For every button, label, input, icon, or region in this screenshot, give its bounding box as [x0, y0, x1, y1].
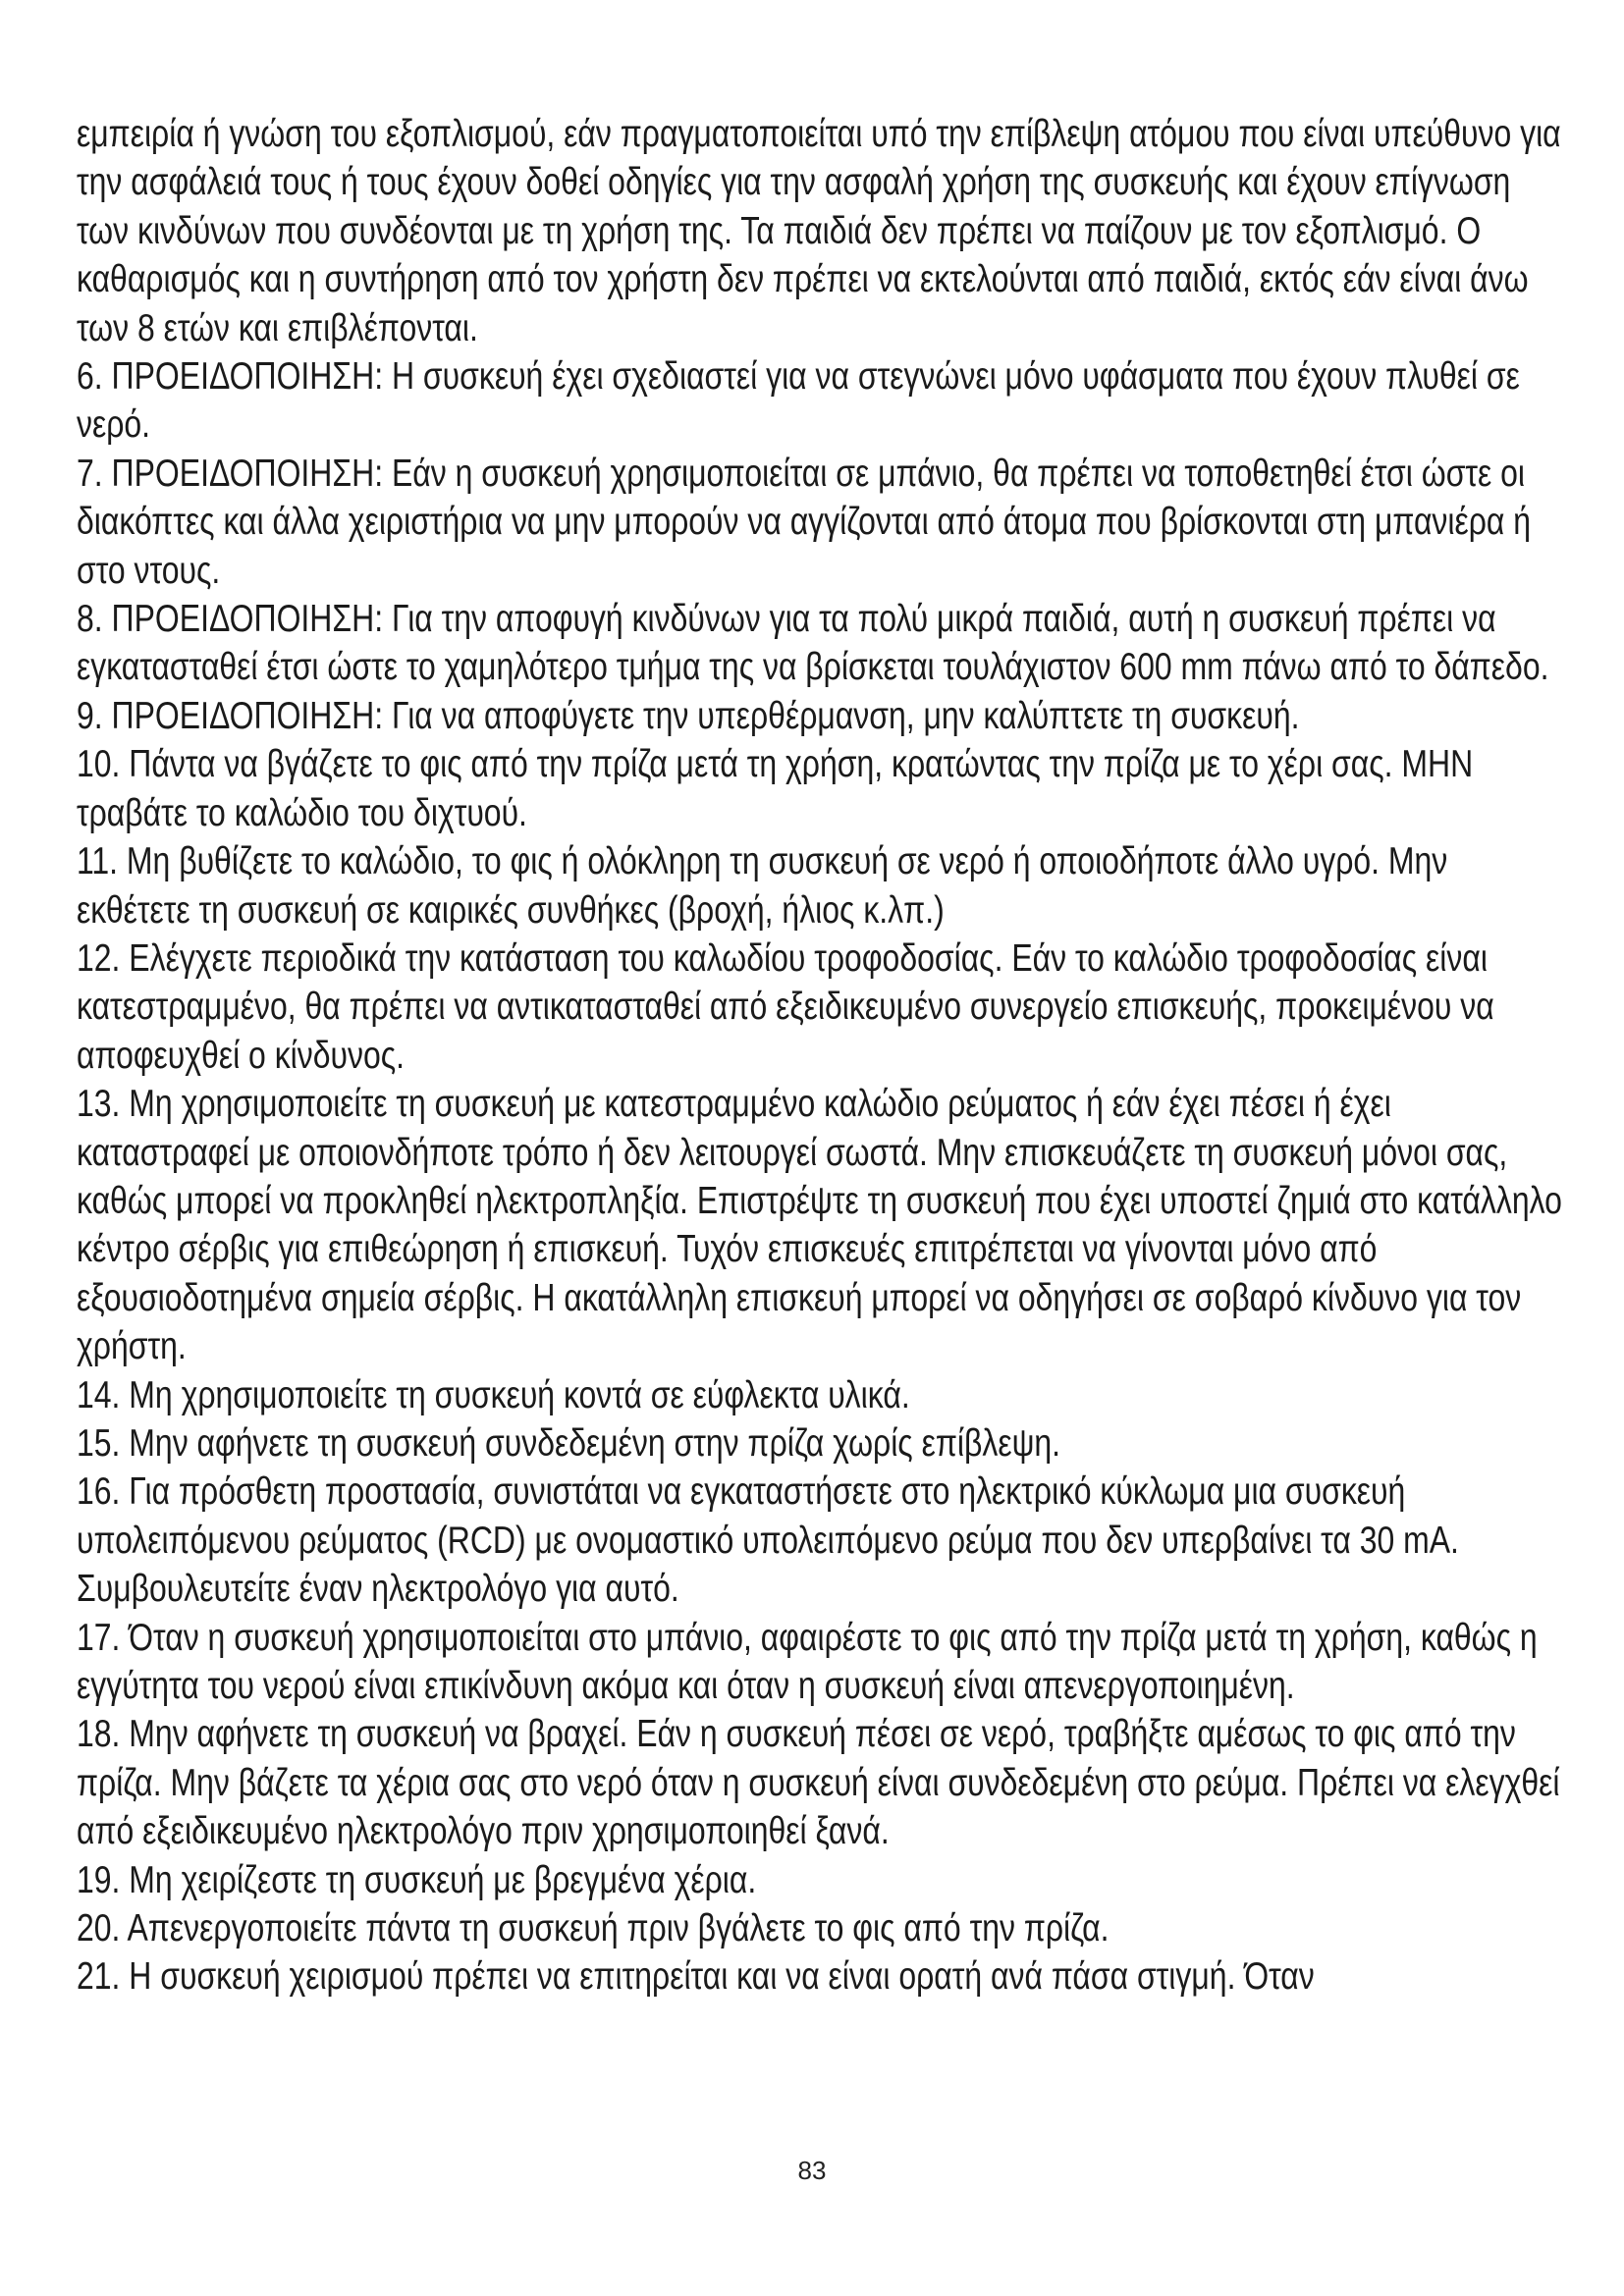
paragraph-item-20: 20. Απενεργοποιείτε πάντα τη συσκευή πριν βγάλετε το φις από την πρίζα. [77, 1907, 1110, 1950]
paragraph-item-21: 21. Η συσκευή χειρισμού πρέπει να επιτηρείται και να είναι ορατή ανά πάσα στιγμή. Όταν [77, 1955, 1315, 1999]
paragraph-item-9: 9. ΠΡΟΕΙΔΟΠΟΙΗΣΗ: Για να αποφύγετε την υπερθέρμανση, μην καλύπτετε τη συσκευή. [77, 694, 1300, 737]
paragraph-item-10: 10. Πάντα να βγάζετε το φις από την πρίζα μετά τη χρήση, κρατώντας την πρίζα με το χέρι σας. ΜΗΝ τραβάτε το καλώδιο του διχτυού. [77, 743, 1474, 834]
paragraph-item-18: 18. Μην αφήνετε τη συσκευή να βραχεί. Εάν η συσκευή πέσει σε νερό, τραβήξτε αμέσως το φις από την πρίζα. Μην βάζετε τα χέρια σας στο νερό όταν η συσκευή είναι συνδεδεμένη στο ρεύμα. Πρέπει να ελεγχθεί από εξειδικευμένο ηλεκτρολόγο πριν χρησιμοποιηθεί ξανά. [77, 1713, 1560, 1853]
page-number: 83 [797, 2156, 827, 2185]
paragraph-item-16: 16. Για πρόσθετη προστασία, συνιστάται να εγκαταστήσετε στο ηλεκτρικό κύκλωμα μια συσκευή υπολειπόμενου ρεύματος (RCD) με ονομαστικό υπολειπόμενο ρεύμα που δεν υπερβαίνει τα 30 mA. Συμβουλευτείτε έναν ηλεκτρολόγο για αυτό. [77, 1470, 1459, 1611]
paragraph-item-8: 8. ΠΡΟΕΙΔΟΠΟΙΗΣΗ: Για την αποφυγή κινδύνων για τα πολύ μικρά παιδιά, αυτή η συσκευή πρέπει να εγκατασταθεί έτσι ώστε το χαμηλότερο τμήμα της να βρίσκεται τουλάχιστον 600 mm πάνω από το δάπεδο. [77, 598, 1549, 689]
paragraph-item-17: 17. Όταν η συσκευή χρησιμοποιείται στο μπάνιο, αφαιρέστε το φις από την πρίζα μετά τη χρήση, καθώς η εγγύτητα του νερού είναι επικίνδυνη ακόμα και όταν η συσκευή είναι απενεργοποιημένη. [77, 1616, 1538, 1707]
paragraph-item-15: 15. Μην αφήνετε τη συσκευή συνδεδεμένη στην πρίζα χωρίς επίβλεψη. [77, 1421, 1061, 1465]
paragraph-continuation: εμπειρία ή γνώση του εξοπλισμού, εάν πραγματοποιείται υπό την επίβλεψη ατόμου που είναι υπεύθυνο για την ασφάλειά τους ή τους έχουν δοθεί οδηγίες για την ασφαλή χρήση της συσκευής και έχουν επίγνωση των κινδύνων που συνδέονται με τη χρήση της. Τα παιδιά δεν πρέπει να παίζουν με τον εξοπλισμό. Ο καθαρισμός και η συντήρηση από τον χρήστη δεν πρέπει να εκτελούνται από παιδιά, εκτός εάν είναι άνω των 8 ετών και επιβλέπονται. [77, 113, 1561, 349]
paragraph-item-6: 6. ΠΡΟΕΙΔΟΠΟΙΗΣΗ: Η συσκευή έχει σχεδιαστεί για να στεγνώνει μόνο υφάσματα που έχουν πλυθεί σε νερό. [77, 355, 1520, 447]
paragraph-item-14: 14. Μη χρησιμοποιείτε τη συσκευή κοντά σε εύφλεκτα υλικά. [77, 1373, 910, 1416]
paragraph-item-13: 13. Μη χρησιμοποιείτε τη συσκευή με κατεστραμμένο καλώδιο ρεύματος ή εάν έχει πέσει ή έχει καταστραφεί με οποιονδήποτε τρόπο ή δεν λειτουργεί σωστά. Μην επισκευάζετε τη συσκευή μόνοι σας, καθώς μπορεί να προκληθεί ηλεκτροπληξία. Επιστρέψτε τη συσκευή που έχει υποστεί ζημιά στο κατάλληλο κέντρο σέρβις για επιθεώρηση ή επισκευή. Τυχόν επισκευές επιτρέπεται να γίνονται μόνο από εξουσιοδοτημένα σημεία σέρβις. Η ακατάλληλη επισκευή μπορεί να οδηγήσει σε σοβαρό κίνδυνο για τον χρήστη. [77, 1083, 1562, 1368]
paragraph-item-7: 7. ΠΡΟΕΙΔΟΠΟΙΗΣΗ: Εάν η συσκευή χρησιμοποιείται σε μπάνιο, θα πρέπει να τοποθετηθεί έτσι ώστε οι διακόπτες και άλλα χειριστήρια να μην μπορούν να αγγίζονται από άτομα που βρίσκονται στη μπανιέρα ή στο ντους. [77, 452, 1532, 592]
paragraph-item-11: 11. Μη βυθίζετε το καλώδιο, το φις ή ολόκληρη τη συσκευή σε νερό ή οποιοδήποτε άλλο υγρό. Μην εκθέτετε τη συσκευή σε καιρικές συνθήκες (βροχή, ήλιος κ.λπ.) [77, 840, 1448, 932]
safety-instructions-body [77, 110, 1570, 2002]
paragraph-item-19: 19. Μη χειρίζεστε τη συσκευή με βρεγμένα χέρια. [77, 1858, 757, 1901]
paragraph-item-12: 12. Ελέγχετε περιοδικά την κατάσταση του καλωδίου τροφοδοσίας. Εάν το καλώδιο τροφοδοσίας είναι κατεστραμμένο, θα πρέπει να αντικατασταθεί από εξειδικευμένο συνεργείο επισκευής, προκειμένου να αποφευχθεί ο κίνδυνος. [77, 936, 1494, 1077]
